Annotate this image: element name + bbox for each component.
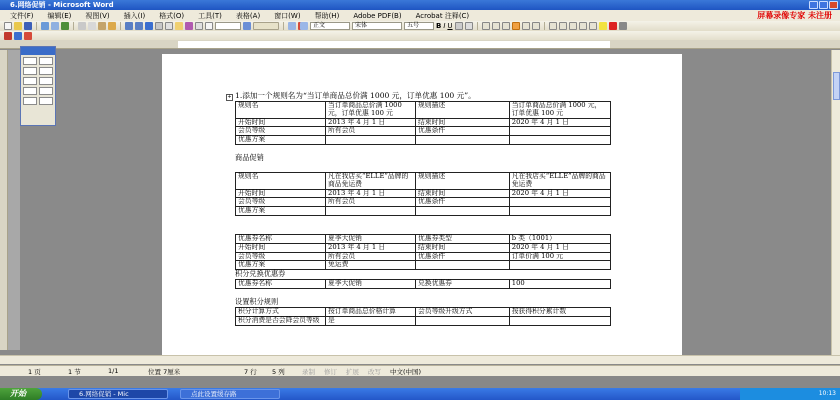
table-cell[interactable]: 结束时间 bbox=[416, 189, 510, 198]
table-cell[interactable] bbox=[509, 198, 610, 207]
empty-paragraph[interactable] bbox=[235, 216, 615, 225]
read-button[interactable] bbox=[253, 22, 279, 30]
empty-paragraph[interactable] bbox=[235, 145, 615, 154]
status-overtype[interactable]: 改写 bbox=[368, 367, 381, 376]
table-cell[interactable]: 2020 年 4 月 1 日 bbox=[509, 118, 610, 127]
menu-help[interactable]: 帮助(H) bbox=[314, 11, 340, 20]
table-cell[interactable]: 凡在我店买“ELLE”品牌的商品免运费 bbox=[326, 172, 416, 189]
vertical-scrollbar[interactable] bbox=[831, 50, 840, 355]
panel-tool-icon[interactable] bbox=[23, 87, 37, 95]
format-controls bbox=[300, 21, 840, 31]
numbering-icon[interactable] bbox=[549, 22, 557, 30]
left-margin-strip bbox=[8, 50, 20, 350]
title-bar bbox=[0, 0, 840, 10]
save-icon[interactable] bbox=[24, 22, 32, 30]
table-cell[interactable]: 当订单商品总价满 1000 元，订单优惠 100 元 bbox=[509, 102, 610, 119]
table-cell[interactable]: b 类（1001） bbox=[509, 234, 610, 243]
status-record[interactable]: 录制 bbox=[302, 367, 315, 376]
table-cell[interactable]: 优惠方案 bbox=[236, 207, 326, 216]
table-cell[interactable]: 所有会员 bbox=[326, 127, 416, 136]
increase-indent-icon[interactable] bbox=[579, 22, 587, 30]
menu-view[interactable]: 视图(V) bbox=[85, 11, 110, 20]
status-bar bbox=[0, 365, 840, 376]
table-cell[interactable]: 结束时间 bbox=[416, 118, 510, 127]
status-section: 1 节 bbox=[68, 367, 81, 376]
table-cell[interactable]: 会员等级 bbox=[236, 127, 326, 136]
empty-paragraph[interactable] bbox=[235, 225, 615, 234]
font-color-icon[interactable] bbox=[609, 22, 617, 30]
table-cell[interactable]: 会员等级 bbox=[236, 198, 326, 207]
menu-insert[interactable]: 插入(I) bbox=[123, 11, 146, 20]
toolbar-separator bbox=[120, 22, 121, 30]
panel-tool-icon[interactable] bbox=[23, 77, 37, 85]
table-cell[interactable] bbox=[509, 261, 610, 270]
table-cell[interactable]: 积分计算方式 bbox=[236, 307, 326, 316]
pdf-email-icon[interactable] bbox=[14, 32, 22, 40]
start-button[interactable]: 开始 bbox=[0, 388, 42, 400]
style-combo[interactable]: 正文 bbox=[310, 22, 350, 30]
menu-bar bbox=[0, 10, 840, 21]
table-cell[interactable]: 优惠条件 bbox=[416, 127, 510, 136]
insert-table-icon[interactable] bbox=[165, 22, 173, 30]
panel-header[interactable] bbox=[21, 47, 55, 55]
menu-format[interactable]: 格式(O) bbox=[159, 11, 185, 20]
status-extend[interactable]: 扩展 bbox=[346, 367, 359, 376]
pdf-create-icon[interactable] bbox=[4, 32, 12, 40]
maximize-button[interactable] bbox=[819, 1, 828, 9]
minimize-button[interactable] bbox=[809, 1, 818, 9]
status-page-of: 1/1 bbox=[108, 367, 119, 375]
doc-map-icon[interactable] bbox=[195, 22, 203, 30]
menu-table[interactable]: 表格(A) bbox=[235, 11, 261, 20]
bold-icon[interactable]: B bbox=[436, 22, 442, 30]
table-cell[interactable] bbox=[326, 136, 416, 145]
toolbar-separator bbox=[283, 22, 284, 30]
acrobat-icon[interactable] bbox=[24, 32, 32, 40]
panel-tool-icon[interactable] bbox=[23, 67, 37, 75]
table-cell[interactable]: 凡在我店买“ELLE”品牌的商品免运费 bbox=[509, 172, 610, 189]
table-icon[interactable] bbox=[155, 22, 163, 30]
document-content[interactable] bbox=[235, 92, 615, 326]
decrease-indent-icon[interactable] bbox=[569, 22, 577, 30]
horizontal-scrollbar[interactable] bbox=[0, 355, 840, 364]
panel-tool-icon[interactable] bbox=[39, 57, 53, 65]
table-cell[interactable]: 按获得积分累计数 bbox=[509, 307, 610, 316]
print-preview-icon[interactable] bbox=[51, 22, 59, 30]
floating-tools-panel[interactable] bbox=[20, 46, 56, 126]
table-cell[interactable]: 夏季大促销 bbox=[326, 234, 416, 243]
document-page[interactable] bbox=[162, 54, 682, 360]
table-cell[interactable] bbox=[416, 261, 510, 270]
text-direction-icon[interactable] bbox=[619, 22, 627, 30]
desktop-gap bbox=[0, 376, 840, 388]
table-cell[interactable]: 规则描述 bbox=[416, 102, 510, 119]
highlight-icon[interactable] bbox=[599, 22, 607, 30]
line-spacing-icon[interactable] bbox=[532, 22, 540, 30]
status-language: 中文(中国) bbox=[390, 367, 422, 376]
table-cell[interactable]: 所有会员 bbox=[326, 198, 416, 207]
align-right-icon[interactable] bbox=[502, 22, 510, 30]
table-cell[interactable]: 免运费 bbox=[326, 261, 416, 270]
table-cell[interactable]: 开始时间 bbox=[236, 243, 326, 252]
table-cell[interactable]: 2013 年 4 月 1 日 bbox=[326, 243, 416, 252]
table-cell[interactable] bbox=[326, 207, 416, 216]
menu-window[interactable]: 窗口(W) bbox=[274, 11, 301, 20]
menu-adobe-pdf[interactable]: Adobe PDF(B) bbox=[353, 11, 402, 20]
underline-icon[interactable]: U bbox=[447, 22, 453, 30]
redo-icon[interactable] bbox=[135, 22, 143, 30]
columns-icon[interactable] bbox=[175, 22, 183, 30]
table-cell[interactable]: 兑换优惠券 bbox=[416, 280, 510, 289]
table-cell[interactable]: 所有会员 bbox=[326, 252, 416, 261]
bullets-icon[interactable] bbox=[559, 22, 567, 30]
table-cell[interactable] bbox=[509, 127, 610, 136]
table-cell[interactable]: 2013 年 4 月 1 日 bbox=[326, 118, 416, 127]
empty-paragraph[interactable] bbox=[235, 163, 615, 172]
table-points-rules[interactable] bbox=[235, 307, 611, 326]
table-cell[interactable] bbox=[416, 136, 510, 145]
panel-tool-icon[interactable] bbox=[23, 57, 37, 65]
new-doc-icon[interactable] bbox=[4, 22, 12, 30]
table-anchor-icon[interactable]: + bbox=[227, 94, 232, 100]
status-position: 位置 7厘米 bbox=[148, 367, 181, 376]
section-heading-product-promo: 商品促销 bbox=[235, 152, 264, 162]
table-points-exchange[interactable] bbox=[235, 279, 611, 289]
system-tray bbox=[740, 388, 840, 400]
close-button[interactable] bbox=[829, 1, 838, 9]
borders-icon[interactable] bbox=[589, 22, 597, 30]
table-cell[interactable] bbox=[416, 207, 510, 216]
styles-pane-icon[interactable] bbox=[300, 22, 308, 30]
table-cell[interactable]: 2020 年 4 月 1 日 bbox=[509, 189, 610, 198]
window-title: 6.网络促销 - Microsoft Word bbox=[10, 1, 114, 9]
table-coupon[interactable] bbox=[235, 234, 611, 270]
status-page: 1 页 bbox=[28, 367, 41, 376]
table-cell[interactable]: 优惠方案 bbox=[236, 261, 326, 270]
distribute-icon[interactable] bbox=[522, 22, 530, 30]
panel-tool-icon[interactable] bbox=[39, 67, 53, 75]
hyperlink-icon[interactable] bbox=[145, 22, 153, 30]
section-heading-points-rules: 设置积分规则 bbox=[235, 296, 279, 306]
show-marks-icon[interactable] bbox=[205, 22, 213, 30]
table-cell[interactable]: 会员等级升级方式 bbox=[416, 307, 510, 316]
table-cell[interactable]: 2013 年 4 月 1 日 bbox=[326, 189, 416, 198]
scroll-thumb[interactable] bbox=[833, 72, 840, 100]
menu-edit[interactable]: 编辑(E) bbox=[47, 11, 72, 20]
status-track[interactable]: 修订 bbox=[324, 367, 337, 376]
status-line: 7 行 bbox=[244, 367, 257, 376]
taskbar bbox=[0, 388, 840, 400]
zoom-combo[interactable] bbox=[215, 22, 241, 30]
print-icon[interactable] bbox=[41, 22, 49, 30]
copy-icon[interactable] bbox=[88, 22, 96, 30]
menu-acrobat[interactable]: Acrobat 注释(C) bbox=[415, 11, 470, 20]
table-cell[interactable]: 是 bbox=[326, 316, 416, 325]
recorder-watermark: 屏幕录像专家 未注册 bbox=[757, 10, 832, 20]
table-cell[interactable]: 按订单商品总价格计算 bbox=[326, 307, 416, 316]
panel-tool-icon[interactable] bbox=[39, 87, 53, 95]
toolbar-separator bbox=[36, 22, 37, 30]
cut-icon[interactable] bbox=[78, 22, 86, 30]
help-icon[interactable] bbox=[243, 22, 251, 30]
char-shading-icon[interactable] bbox=[465, 22, 473, 30]
table-cell[interactable]: 夏季大促销 bbox=[326, 280, 416, 289]
table-cell[interactable]: 结束时间 bbox=[416, 243, 510, 252]
taskbar-cache-button[interactable]: 点此设置缓存路 bbox=[180, 389, 280, 399]
empty-paragraph[interactable] bbox=[235, 289, 615, 298]
spelling-icon[interactable] bbox=[61, 22, 69, 30]
toolbar-separator bbox=[544, 22, 545, 30]
menu-file[interactable]: 文件(F) bbox=[10, 11, 34, 20]
table-cell[interactable]: 开始时间 bbox=[236, 118, 326, 127]
undo-icon[interactable] bbox=[125, 22, 133, 30]
justify-icon[interactable] bbox=[512, 22, 520, 30]
vertical-ruler[interactable] bbox=[0, 50, 8, 350]
toolbar-separator bbox=[73, 22, 74, 30]
taskbar-word-button[interactable]: 6.网络促销 - Mic bbox=[68, 389, 168, 399]
table-cell[interactable]: 优惠券名称 bbox=[236, 234, 326, 243]
size-combo[interactable]: 五号 bbox=[404, 22, 434, 30]
table-cell[interactable]: 2020 年 4 月 1 日 bbox=[509, 243, 610, 252]
table-cell[interactable]: 规则名 bbox=[236, 172, 326, 189]
table-cell[interactable]: 优惠条件 bbox=[416, 198, 510, 207]
open-folder-icon[interactable] bbox=[14, 22, 22, 30]
adobe-icon[interactable] bbox=[288, 22, 296, 30]
table-cell[interactable] bbox=[416, 316, 510, 325]
table-cell[interactable] bbox=[509, 136, 610, 145]
char-border-icon[interactable] bbox=[455, 22, 463, 30]
doc-title-line: 1.添加一个规则名为“当订单商品总价满 1000 元，订单优惠 100 元”。 bbox=[235, 91, 476, 100]
table-cell[interactable]: 规则名 bbox=[236, 102, 326, 119]
table-cell[interactable]: 100 bbox=[509, 280, 610, 289]
table-cell[interactable]: 优惠券类型 bbox=[416, 234, 510, 243]
table-cell[interactable] bbox=[509, 207, 610, 216]
panel-tool-icon[interactable] bbox=[23, 97, 37, 105]
table-cell[interactable]: 积分消费是否会降会员等级 bbox=[236, 316, 326, 325]
table-cell[interactable] bbox=[509, 316, 610, 325]
italic-icon[interactable]: I bbox=[443, 22, 446, 30]
align-left-icon[interactable] bbox=[482, 22, 490, 30]
paste-icon[interactable] bbox=[98, 22, 106, 30]
table-cell[interactable]: 优惠方案 bbox=[236, 136, 326, 145]
table-cell[interactable]: 优惠券名称 bbox=[236, 280, 326, 289]
format-painter-icon[interactable] bbox=[108, 22, 116, 30]
table-cell[interactable]: 优惠条件 bbox=[416, 252, 510, 261]
table-cell[interactable]: 规则描述 bbox=[416, 172, 510, 189]
toolbar-separator bbox=[477, 22, 478, 30]
font-combo[interactable]: 宋体 bbox=[352, 22, 402, 30]
table-cell[interactable]: 会员等级 bbox=[236, 252, 326, 261]
drawing-icon[interactable] bbox=[185, 22, 193, 30]
status-column: 5 列 bbox=[272, 367, 285, 376]
section-heading-points-exchange: 积分兑换优惠券 bbox=[235, 269, 286, 279]
table-cell[interactable]: 订单价满 100 元 bbox=[509, 252, 610, 261]
horizontal-ruler[interactable] bbox=[0, 40, 840, 49]
table-cell[interactable]: 开始时间 bbox=[236, 189, 326, 198]
menu-tools[interactable]: 工具(T) bbox=[198, 11, 222, 20]
align-center-icon[interactable] bbox=[492, 22, 500, 30]
table-rule-1[interactable] bbox=[235, 101, 611, 145]
panel-tool-icon[interactable] bbox=[39, 97, 53, 105]
clock[interactable]: 10:13 bbox=[818, 390, 836, 397]
table-cell[interactable]: 当订单商品总价满 1000 元，订单优惠 100 元 bbox=[326, 102, 416, 119]
table-rule-2[interactable] bbox=[235, 172, 611, 216]
panel-tool-icon[interactable] bbox=[39, 77, 53, 85]
